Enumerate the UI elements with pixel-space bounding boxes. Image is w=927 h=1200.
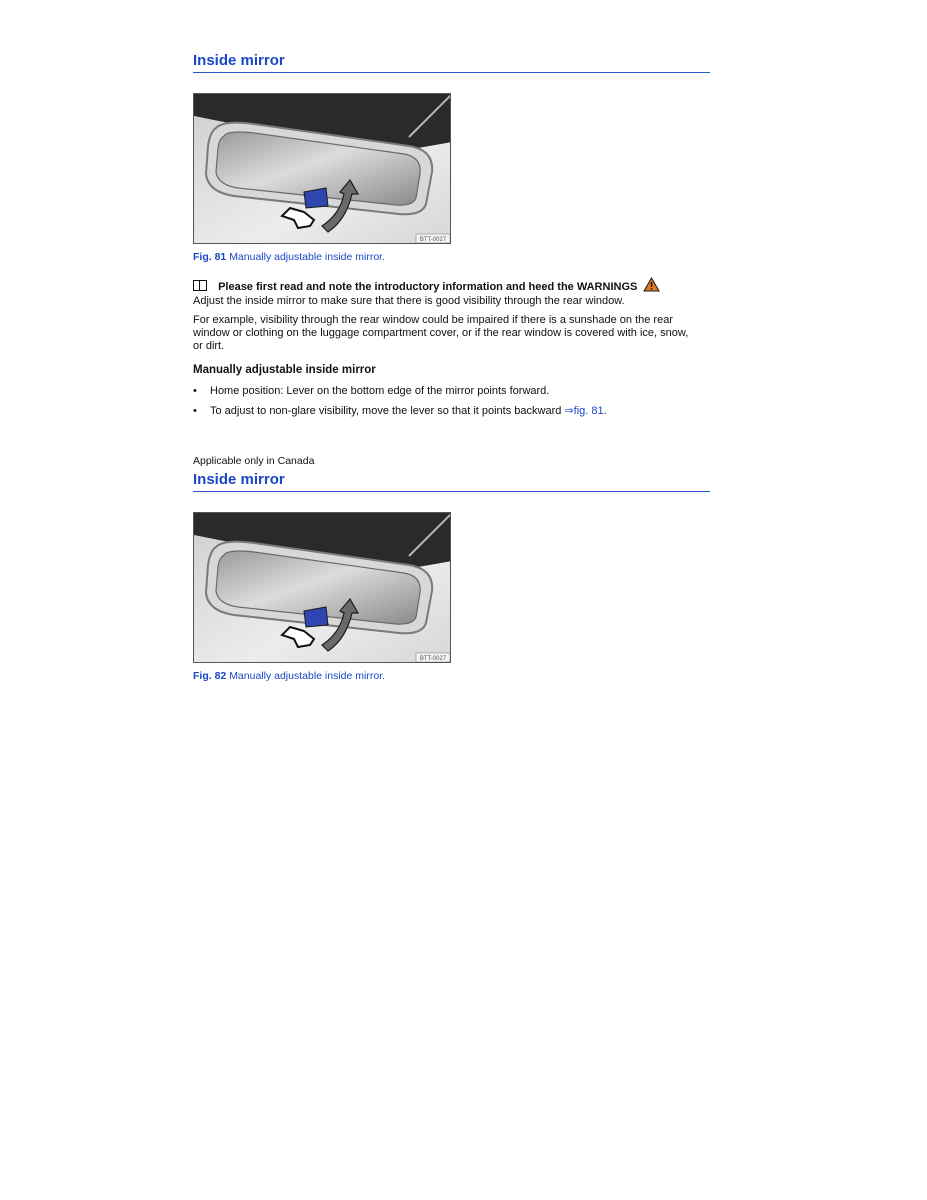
mirror-figure (193, 512, 451, 663)
list-item-suffix: . (603, 405, 607, 417)
paragraph-line: or dirt. (193, 340, 225, 352)
mirror-figure (193, 93, 451, 244)
notice-text: Please first read and note the introductory information and heed the WARNINGS (218, 281, 638, 293)
applicability-note: Applicable only in Canada (193, 455, 315, 467)
notice-line (193, 275, 733, 294)
section-title: Inside mirror (193, 52, 710, 73)
book-icon (193, 280, 207, 291)
warning-icon[interactable] (643, 277, 660, 296)
paragraph-line: window or clothing on the luggage compartment cover, or if the rear window is covered with ice, snow, (193, 327, 689, 339)
paragraph-visibility: Adjust the inside mirror to make sure that there is good visibility through the rear window. (193, 295, 625, 307)
list-item-text: To adjust to non-glare visibility, move the lever so that it points backward (210, 405, 565, 417)
bullet-dot: • (193, 405, 197, 417)
caption-text: Manually adjustable inside mirror. (229, 251, 386, 263)
section-title: Inside mirror (193, 471, 710, 492)
figure-caption (193, 670, 385, 683)
bullet-dot: • (193, 385, 197, 397)
paragraph-line: For example, visibility through the rear window could be impaired if there is a sunshade on the rear (193, 314, 673, 326)
caption-text: Manually adjustable inside mirror. (229, 670, 386, 682)
subheading: Manually adjustable inside mirror (193, 364, 376, 376)
figure-caption (193, 251, 385, 264)
figure-code: BTT-0027 (419, 237, 447, 243)
figure-code: BTT-0027 (419, 656, 447, 662)
caption-number: Fig. 81 (193, 251, 227, 263)
paragraph-example (193, 314, 713, 353)
caption-number: Fig. 82 (193, 670, 227, 682)
list-item-text: Home position: Lever on the bottom edge of the mirror points forward. (210, 385, 550, 397)
figure-link[interactable]: ⇒fig. 81 (564, 405, 604, 417)
